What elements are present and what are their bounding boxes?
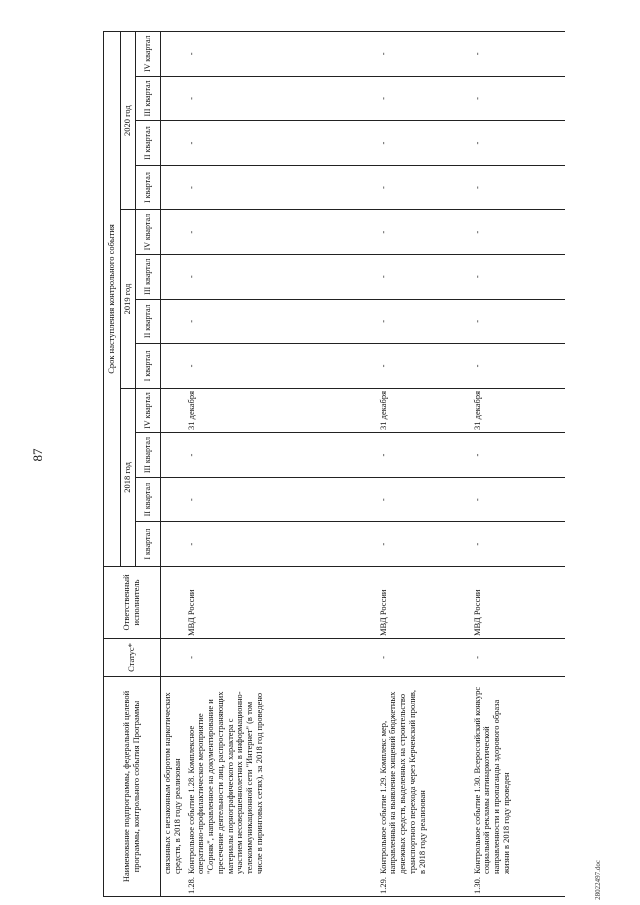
quarter-cell: - xyxy=(377,210,471,255)
footer-doc-code: 28022497.doc xyxy=(594,860,602,900)
table-row xyxy=(471,31,565,896)
header-status: Статус* xyxy=(104,639,161,677)
table-row-continuation xyxy=(161,31,185,896)
quarter-cell: - xyxy=(377,477,471,522)
quarter-cell: - xyxy=(471,121,565,166)
quarter-cell: - xyxy=(471,522,565,567)
quarter-cell: - xyxy=(377,165,471,210)
responsible-cell: МВД России xyxy=(185,567,377,639)
quarter-cell: - xyxy=(185,522,377,567)
header-quarter: I квартал xyxy=(136,344,161,389)
quarter-cell: - xyxy=(185,121,377,166)
quarter-cell-date: 31 декабря xyxy=(471,388,565,433)
header-quarter: II квартал xyxy=(136,477,161,522)
quarter-cell: - xyxy=(185,210,377,255)
row-number: 1.28. xyxy=(185,877,196,894)
quarter-cell-date: 31 декабря xyxy=(377,388,471,433)
header-name: Наименование подпрограммы, федеральной целевой программы, контрольного события Программы xyxy=(104,677,161,897)
control-events-table xyxy=(103,31,565,897)
header-year-2019: 2019 год xyxy=(121,210,136,388)
quarter-cell: - xyxy=(471,299,565,344)
row-number: 1.30. xyxy=(471,877,482,894)
quarter-cell: - xyxy=(377,254,471,299)
event-description xyxy=(377,677,471,897)
quarter-cell: - xyxy=(471,210,565,255)
quarter-cell: - xyxy=(471,165,565,210)
quarter-cell: - xyxy=(471,477,565,522)
quarter-cell: - xyxy=(185,433,377,478)
status-cell: - xyxy=(471,639,565,677)
quarter-cell: - xyxy=(185,344,377,389)
header-quarter: IV квартал xyxy=(136,388,161,433)
row-text: Контрольное событие 1.29. Комплекс мер, направленный на выявление хищений бюджетных денежных средств, выделенных на строительство транспортного перехода через Керченский пролив, в 2018 году реализован xyxy=(377,689,427,874)
quarter-cell-date: 31 декабря xyxy=(185,388,377,433)
header-quarter: I квартал xyxy=(136,522,161,567)
quarter-cell: - xyxy=(471,76,565,121)
quarter-cell: - xyxy=(377,344,471,389)
row-text: Контрольное событие 1.30. Всероссийский конкурс социальной рекламы антинаркотической направленности и пропаганды здорового образа жизни в 2018 году проведен xyxy=(471,686,511,874)
quarter-cell: - xyxy=(185,299,377,344)
header-quarter: III квартал xyxy=(136,254,161,299)
status-cell: - xyxy=(377,639,471,677)
header-quarter: IV квартал xyxy=(136,31,161,76)
quarter-cell: - xyxy=(185,165,377,210)
status-cell: - xyxy=(185,639,377,677)
quarter-cell: - xyxy=(185,254,377,299)
header-quarter: II квартал xyxy=(136,299,161,344)
quarter-cell: - xyxy=(377,522,471,567)
event-description xyxy=(471,677,565,897)
header-deadline: Срок наступления контрольного события xyxy=(104,31,121,566)
row-number: 1.29. xyxy=(377,877,388,894)
table-row xyxy=(377,31,471,896)
header-responsible: Ответственный исполнитель xyxy=(104,567,161,639)
quarter-cell: - xyxy=(377,31,471,76)
row-text: Контрольное событие 1.28. Комплексное оперативно-профилактическое мероприятие "Сорняк", направленное на документирование и пресечение деятельности лиц, распространяющих материалы порнографического характера с участием несовершеннолетних в информационно-телекоммуникационной сети "Интернет" (в том числе в пиринговых сетях), за 2018 год проведено xyxy=(185,691,264,874)
quarter-cell: - xyxy=(377,76,471,121)
table-row xyxy=(185,31,377,896)
header-quarter: I квартал xyxy=(136,165,161,210)
page-number: 87 xyxy=(30,448,45,462)
rotated-sheet xyxy=(103,32,619,897)
continuation-text: связанных с незаконным оборотом наркотических средств, в 2018 году реализован xyxy=(161,677,185,897)
responsible-cell: МВД России xyxy=(377,567,471,639)
quarter-cell: - xyxy=(185,477,377,522)
header-quarter: II квартал xyxy=(136,121,161,166)
responsible-cell: МВД России xyxy=(471,567,565,639)
quarter-cell: - xyxy=(471,31,565,76)
header-year-2020: 2020 год xyxy=(121,31,136,209)
quarter-cell: - xyxy=(471,254,565,299)
header-quarter: IV квартал xyxy=(136,210,161,255)
header-quarter: III квартал xyxy=(136,76,161,121)
quarter-cell: - xyxy=(377,299,471,344)
header-quarter: III квартал xyxy=(136,433,161,478)
event-description xyxy=(185,677,377,897)
table-container xyxy=(103,32,619,897)
quarter-cell: - xyxy=(185,31,377,76)
quarter-cell: - xyxy=(377,433,471,478)
quarter-cell: - xyxy=(185,76,377,121)
header-year-2018: 2018 год xyxy=(121,388,136,566)
quarter-cell: - xyxy=(471,344,565,389)
quarter-cell: - xyxy=(377,121,471,166)
quarter-cell: - xyxy=(471,433,565,478)
